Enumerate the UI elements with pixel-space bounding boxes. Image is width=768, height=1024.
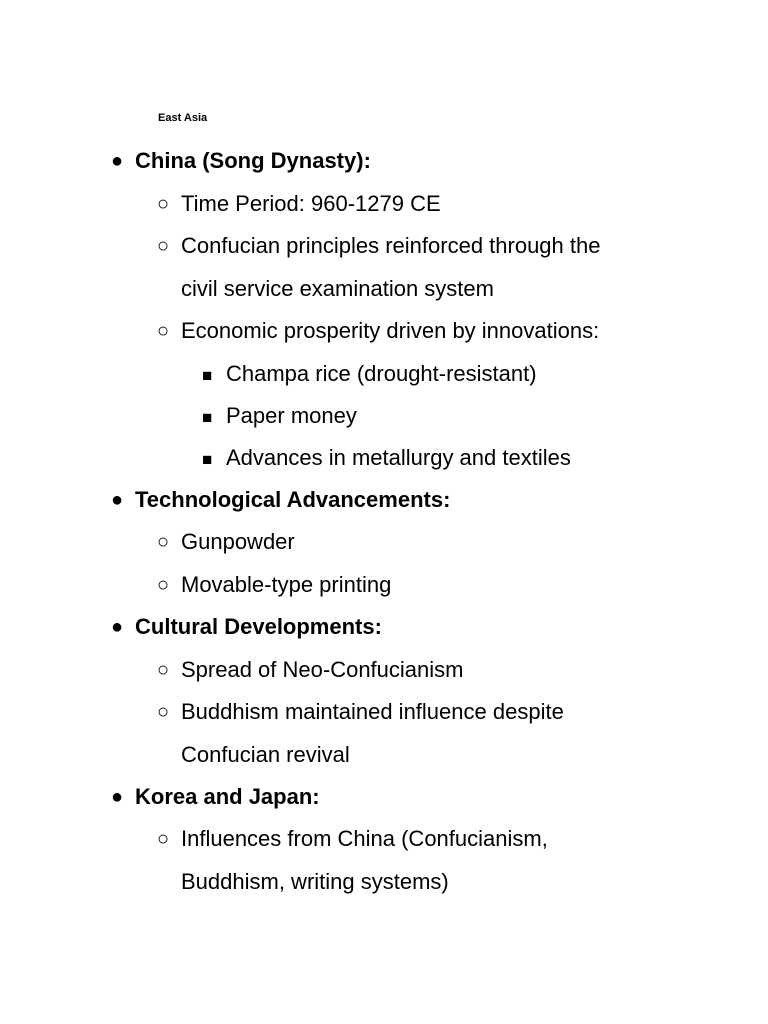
hollow-circle-bullet-icon: ○ bbox=[157, 531, 170, 553]
list-item-text: Time Period: 960-1279 CE bbox=[181, 191, 441, 216]
hollow-circle-bullet-icon: ○ bbox=[157, 828, 170, 850]
list-item-text: Movable-type printing bbox=[181, 572, 392, 597]
hollow-circle-bullet-icon: ○ bbox=[157, 235, 170, 257]
filled-circle-bullet-icon: ● bbox=[111, 489, 124, 511]
sub-list-item-text: Paper money bbox=[226, 403, 357, 428]
list-item-text: Buddhism maintained influence despite bbox=[181, 699, 564, 724]
filled-circle-bullet-icon: ● bbox=[111, 150, 124, 172]
list-item-text: civil service examination system bbox=[181, 276, 494, 301]
list-item-text: Spread of Neo-Confucianism bbox=[181, 657, 464, 682]
filled-circle-bullet-icon: ● bbox=[111, 616, 124, 638]
hollow-circle-bullet-icon: ○ bbox=[157, 320, 170, 342]
section-title: Cultural Developments: bbox=[135, 614, 382, 639]
sub-list-item-text: Champa rice (drought-resistant) bbox=[226, 361, 537, 386]
list-item-text: Gunpowder bbox=[181, 529, 295, 554]
page-heading: East Asia bbox=[158, 112, 208, 124]
hollow-circle-bullet-icon: ○ bbox=[157, 193, 170, 215]
section-title: China (Song Dynasty): bbox=[135, 148, 371, 173]
hollow-circle-bullet-icon: ○ bbox=[157, 574, 170, 596]
filled-square-bullet-icon: ■ bbox=[202, 408, 213, 427]
list-item-text: Influences from China (Confucianism, bbox=[181, 826, 548, 851]
filled-square-bullet-icon: ■ bbox=[202, 366, 213, 385]
filled-circle-bullet-icon: ● bbox=[111, 786, 124, 808]
sub-list-item-text: Advances in metallurgy and textiles bbox=[226, 445, 571, 470]
list-item-text: Buddhism, writing systems) bbox=[181, 869, 449, 894]
section-title: Technological Advancements: bbox=[135, 487, 451, 512]
list-item-text: Confucian revival bbox=[181, 742, 350, 767]
hollow-circle-bullet-icon: ○ bbox=[157, 701, 170, 723]
list-item-text: Economic prosperity driven by innovations: bbox=[181, 318, 600, 343]
hollow-circle-bullet-icon: ○ bbox=[157, 659, 170, 681]
filled-square-bullet-icon: ■ bbox=[202, 450, 213, 469]
section-title: Korea and Japan: bbox=[135, 784, 320, 809]
list-item-text: Confucian principles reinforced through the bbox=[181, 233, 601, 258]
